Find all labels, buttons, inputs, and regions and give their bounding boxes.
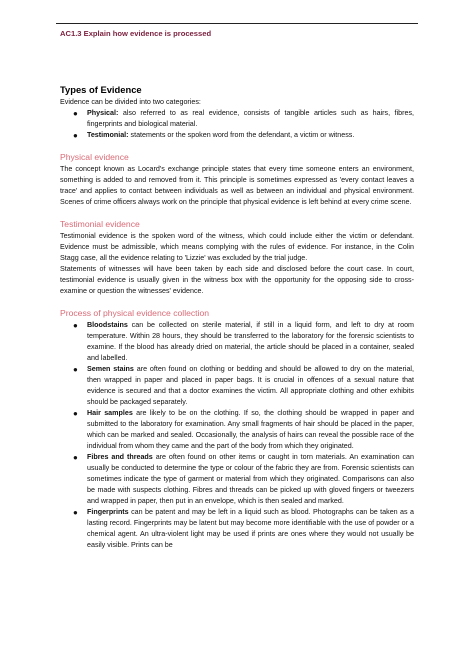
- bullet-icon: ●: [73, 109, 78, 118]
- list-item: ● Testimonial: statements or the spoken word from the defendant, a victim or witness.: [73, 131, 355, 140]
- list-item: ● Fingerprints can be patent and may be left in a liquid such as blood. Photographs can be taken as a lasting record. Fingerprints may be latent but may become more identifiable with the use of powder or a chemical agent. An ultra-violent light may be used if prints are ones where they would not usually be easily visible. Prints can be: [73, 508, 414, 549]
- list-item: ● Hair samples are likely to be on the clothing. If so, the clothing should be wrapped in paper and submitted to the laboratory for examination. Any small fragments of hair should be placed in the paper, which can be marked and sealed. Occasionally, the analysis of hairs can reveal the possible race of the individual from whom they came and the part of the body from which they originated.: [73, 409, 414, 450]
- header-rule: [56, 23, 418, 24]
- physical-heading: Physical evidence: [60, 152, 129, 162]
- bullet-icon: ●: [73, 365, 78, 374]
- process-heading: Process of physical evidence collection: [60, 308, 210, 318]
- list-item: ● Physical: also referred to as real evidence, consists of tangible articles such as hairs, fibres, fingerprints and biological material.: [73, 109, 414, 128]
- bullet-icon: ●: [73, 453, 78, 462]
- types-list: [60, 108, 414, 141]
- testimonial-heading: Testimonial evidence: [60, 219, 140, 229]
- bullet-icon: ●: [73, 131, 78, 140]
- list-item: ● Fibres and threads are often found on other items or caught in torn materials. An examination can usually be conducted to determine the type or colour of the fabric they are from. Forensic scientists can sometimes indicate the type of garment or material from which they originated. Comparisons can also be made with suspects clothing. Fibres and threads can be picked up with gloved fingers or tweezers and wrapped in paper, then put in an envelope, which is then sealed and marked.: [73, 453, 414, 505]
- bullet-icon: ●: [73, 508, 78, 517]
- list-item: ● Bloodstains can be collected on sterile material, if still in a liquid form, and left to dry at room temperature. Within 28 hours, they should be transferred to the laboratory for the forensic scientists to examine. If the blood has already dried on material, the article should be placed in a container, sealed and labelled.: [73, 321, 414, 362]
- bullet-icon: ●: [73, 409, 78, 418]
- testimonial-body-1: Testimonial evidence is the spoken word of the witness, which could include either the victim or defendant. Evidence must be admissible, which means complying with the rules of evidence. For instance, in the Colin Stagg case, all the evidence relating to 'Lizzie' was excluded by the trial judge.: [60, 232, 414, 262]
- types-intro: Evidence can be divided into two categories:: [60, 98, 201, 106]
- testimonial-body-2: Statements of witnesses will have been taken by each side and disclosed before the court case. In court, testimonial evidence is usually given in the witness box with the opportunity for the opposing side to cross-examine or question the witnesses' evidence.: [60, 265, 414, 295]
- physical-body: The concept known as Locard's exchange principle states that every time someone enters an environment, something is added to and removed from it. This principle is sometimes expressed as 'every contact leaves a trace' and applies to contact between individuals as well as between an individual and physical environment. Scenes of crime officers always work on the principle that physical evidence is left behind at every crime scene.: [60, 165, 414, 206]
- process-list: [60, 320, 414, 551]
- page-header: AC1.3 Explain how evidence is processed: [60, 29, 212, 38]
- document-body: [60, 84, 414, 551]
- bullet-icon: ●: [73, 321, 78, 330]
- list-item: ● Semen stains are often found on clothing or bedding and should be allowed to dry on the material, then wrapped in paper and placed in paper bags. It is crucial in offences of a sexual nature that evidence is secured and that a doctor examines the victim. All appropriate clothing and other exhibits should be packaged separately.: [73, 365, 414, 406]
- types-heading: Types of Evidence: [60, 84, 142, 95]
